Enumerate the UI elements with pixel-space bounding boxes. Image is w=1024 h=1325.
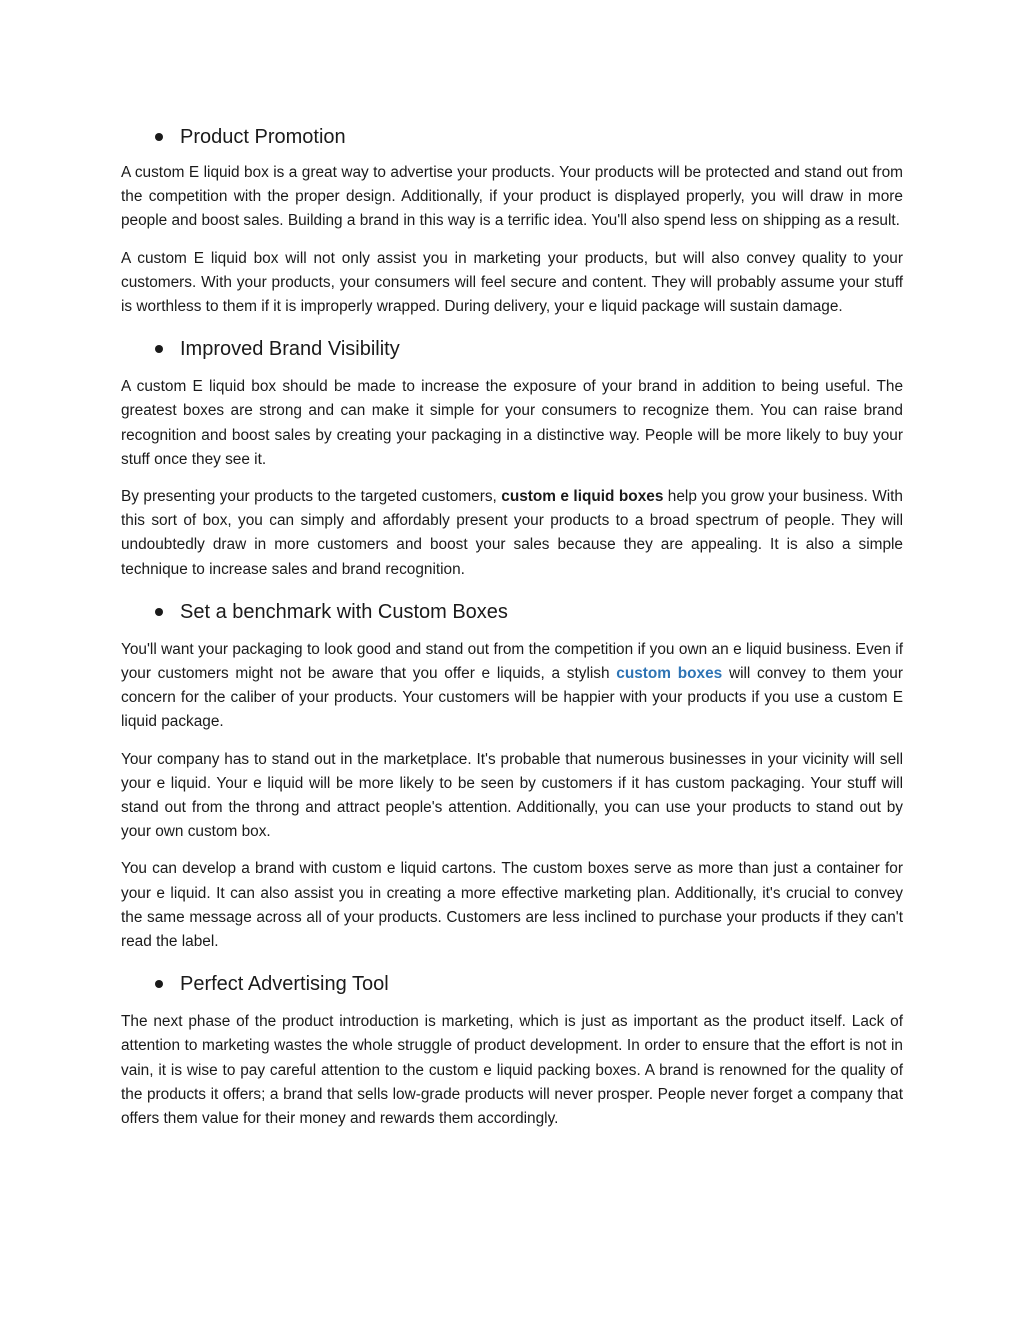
section-heading-product-promotion (121, 123, 903, 151)
paragraph-text-after: help you grow your business. With this sort of box, you can simply and affordably present your products to a broad spectrum of people. They will undoubtedly draw in more customers and boost your sales because they are appealing. It is also a simple technique to increase sales and brand recognition. (121, 488, 903, 578)
paragraph-text-before: By presenting your products to the targeted customers, (121, 488, 502, 506)
section-heading-perfect-advertising-tool (121, 970, 903, 998)
section-heading-set-a-benchmark (121, 598, 903, 626)
paragraph-with-bold (121, 485, 903, 582)
heading-text: Improved Brand Visibility (180, 338, 400, 361)
paragraph: A custom E liquid box is a great way to advertise your products. Your products will be protected and stand out from the competition with the proper design. Additionally, if your product is displayed properly, you will draw in more people and boost sales. Building a brand in this way is a terrific idea. You'll also spend less on shipping as a result. (121, 164, 903, 230)
paragraph: You can develop a brand with custom e liquid cartons. The custom boxes serve as more than just a container for your e liquid. It can also assist you in creating a more effective marketing plan. Additionally, it's crucial to convey the same message across all of your products. Customers are less inclined to purchase your products if they can't read the label. (121, 860, 903, 951)
paragraph: A custom E liquid box should be made to increase the exposure of your brand in addition to being useful. The greatest boxes are strong and can make it simple for your consumers to recognize them. You can raise brand recognition and boost sales by creating your packaging in a distinctive way. People will be more likely to buy your stuff once they see it. (121, 378, 903, 468)
heading-text: Perfect Advertising Tool (180, 973, 389, 996)
paragraph: Your company has to stand out in the marketplace. It's probable that numerous businesses in your vicinity will sell your e liquid. Your e liquid will be more likely to be seen by customers if it has custom packaging. Your stuff will stand out from the throng and attract people's attention. Additionally, you can use your products to stand out by your own custom box. (121, 750, 903, 841)
section-heading-improved-brand-visibility (121, 335, 903, 363)
document-page (121, 118, 903, 1131)
paragraph-with-link (121, 638, 903, 735)
bullet-icon (155, 133, 163, 141)
custom-boxes-link[interactable]: custom boxes (616, 665, 723, 683)
bold-phrase: custom e liquid boxes (501, 488, 664, 506)
paragraph-text-after: will convey to them your concern for the caliber of your products. Your customers will be happier with your products if you use a custom E liquid package. (121, 665, 903, 731)
bullet-icon (155, 345, 163, 353)
bullet-icon (155, 608, 163, 616)
paragraph: A custom E liquid box will not only assist you in marketing your products, but will also convey quality to your customers. With your products, your consumers will feel secure and content. They will probably assume your stuff is worthless to them if it is improperly wrapped. During delivery, your e liquid package will sustain damage. (121, 249, 903, 316)
heading-text: Product Promotion (180, 126, 346, 148)
paragraph-text-before: You'll want your packaging to look good and stand out from the competition if you own an e liquid business. Even if your customers might not be aware that you offer e liquids, a stylish (121, 640, 903, 683)
paragraph: The next phase of the product introduction is marketing, which is just as important as the product itself. Lack of attention to marketing wastes the whole struggle of product development. In order to ensure that the effort is not in vain, it is wise to pay careful attention to the custom e liquid packing boxes. A brand is renowned for the quality of the products it offers; a brand that sells low-grade products will never prosper. People never forget a company that offers them value for their money and rewards them accordingly. (121, 1013, 903, 1128)
bullet-icon (155, 980, 163, 988)
heading-text: Set a benchmark with Custom Boxes (180, 600, 508, 623)
